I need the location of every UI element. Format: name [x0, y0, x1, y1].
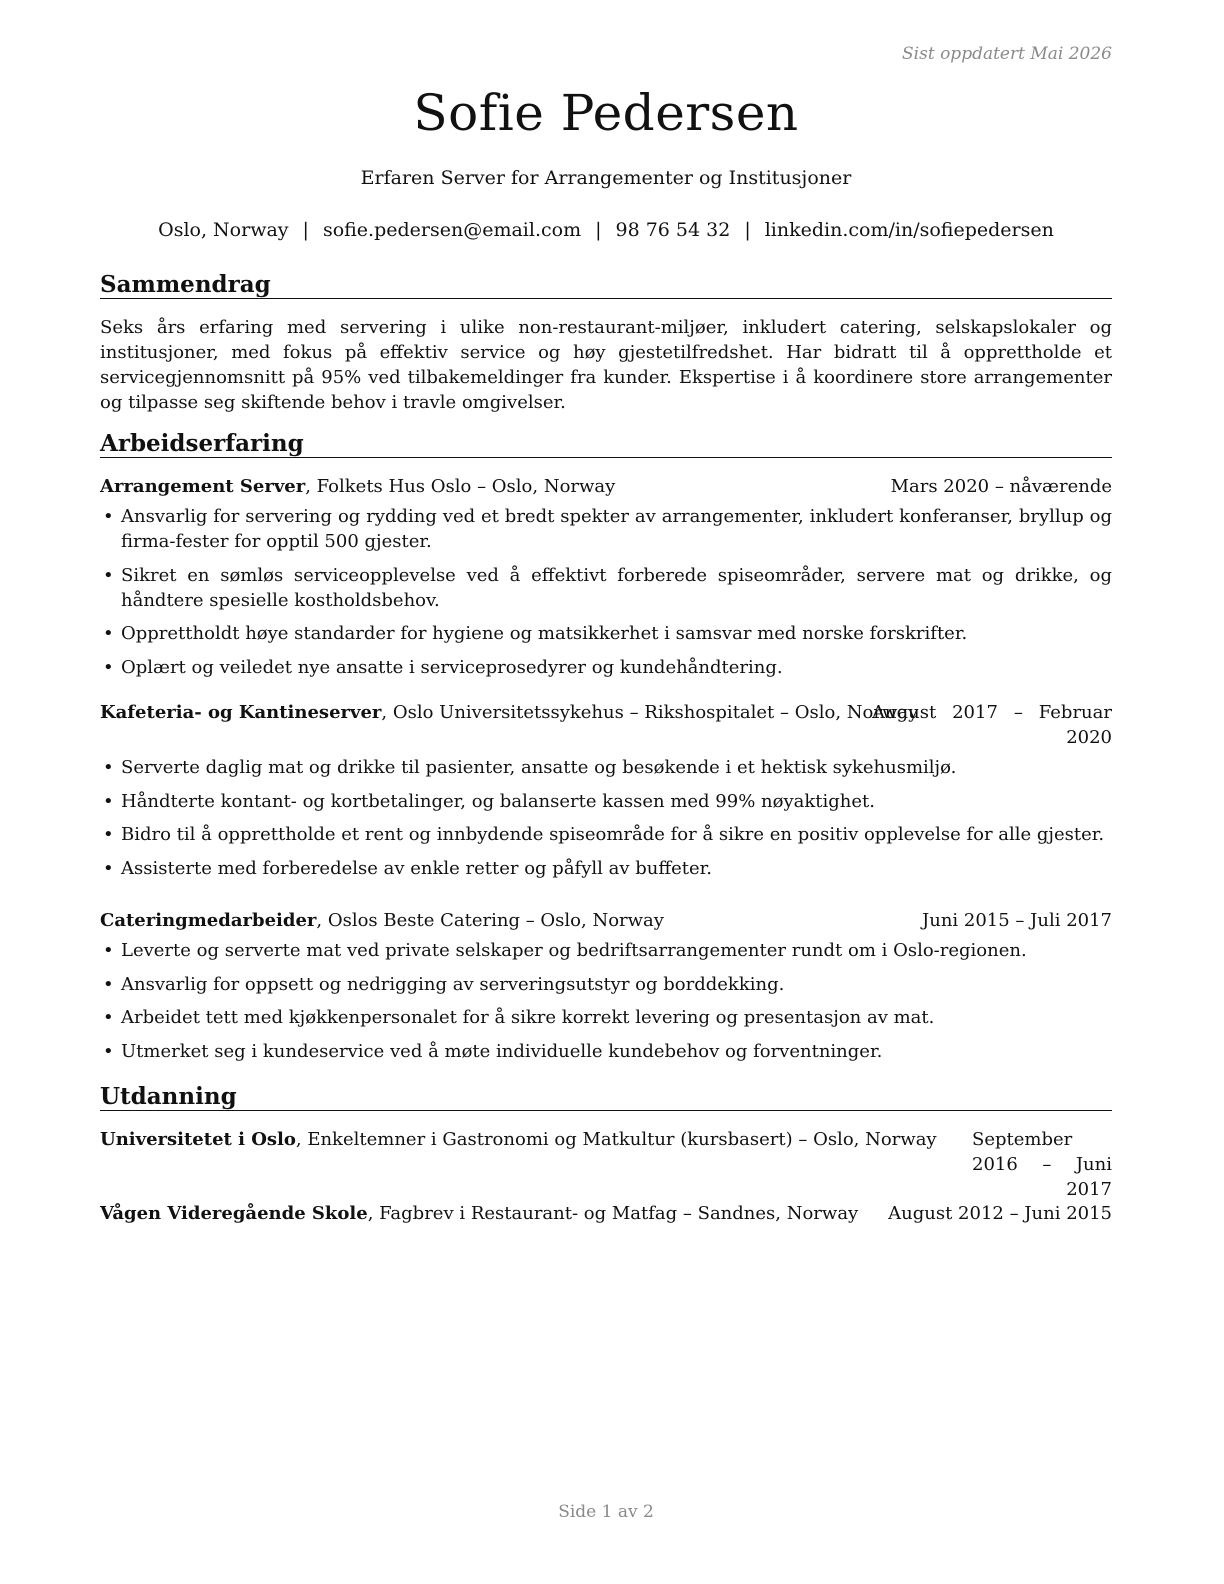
education-detail: , Enkeltemner i Gastronomi og Matkultur (kursbasert) – Oslo, Norway: [295, 1129, 937, 1150]
contact-phone: 98 76 54 32: [615, 219, 731, 241]
job-bullet: • Assisterte med forberedelse av enkle retter og påfyll av buffeter.: [100, 856, 1112, 881]
contact-linkedin[interactable]: linkedin.com/in/sofiepedersen: [764, 219, 1054, 241]
contact-location: Oslo, Norway: [158, 219, 289, 241]
education-dates: August 2012 – Juni 2015: [888, 1203, 1112, 1224]
contact-separator: |: [595, 219, 602, 241]
job-bullet: • Håndterte kontant- og kortbetalinger, og balanserte kassen med 99% nøyaktighet.: [100, 789, 1112, 814]
resume-page: [100, 0, 1112, 1584]
job-org: , Folkets Hus Oslo – Oslo, Norway: [305, 476, 616, 497]
summary-text: Seks års erfaring med servering i ulike non-restaurant-miljøer, inkludert catering, selskapslokaler og institusjoner, med fokus på effektiv service og høy gjestetilfredshet. Har bidratt til å opprettholde et servicegjennomsnitt på 95% ved tilbakemeldinger fra kunder. Ekspertise i å koordinere store arrangementer og tilpasse seg skiftende behov i travle omgivelser.: [100, 317, 1112, 413]
job-dates: Mars 2020 – nåværende: [890, 476, 1112, 497]
candidate-name: Sofie Pedersen: [413, 84, 799, 142]
job-role: Arrangement Server: [100, 476, 306, 497]
job-bullet: • Opprettholdt høye standarder for hygiene og matsikkerhet i samsvar med norske forskrifter.: [100, 621, 1112, 646]
contact-separator: |: [302, 219, 309, 241]
last-updated-note: Sist oppdatert Mai 2026: [902, 44, 1112, 64]
job-bullet: • Ansvarlig for oppsett og nedrigging av serveringsutstyr og borddekking.: [100, 972, 1112, 997]
education-detail: , Fagbrev i Restaurant- og Matfag – Sandnes, Norway: [367, 1203, 859, 1224]
job-bullet: • Ansvarlig for servering og rydding ved et bredt spekter av arrangementer, inkludert konferanser, bryllup og firma-fester for opptil 500 gjester.: [100, 504, 1112, 554]
contact-separator: |: [744, 219, 751, 241]
job-bullets: [100, 504, 1112, 688]
job-bullets: [100, 938, 1112, 1072]
job-bullet: • Utmerket seg i kundeservice ved å møte individuelle kundebehov og forventninger.: [100, 1039, 1112, 1064]
job-bullet: • Oplært og veiledet nye ansatte i serviceprosedyrer og kundehåndtering.: [100, 655, 1112, 680]
job-dates: August 2017 – Februar 2020: [872, 702, 1112, 748]
job-org: , Oslos Beste Catering – Oslo, Norway: [316, 910, 664, 931]
page-number: Side 1 av 2: [558, 1502, 654, 1522]
job-bullet: • Bidro til å opprettholde et rent og innbydende spiseområde for å sikre en positiv opplevelse for alle gjester.: [100, 822, 1112, 847]
candidate-tagline: Erfaren Server for Arrangementer og Institusjoner: [360, 167, 852, 189]
job-role: Kafeteria- og Kantineserver: [100, 702, 382, 723]
education-school: Universitetet i Oslo: [100, 1129, 296, 1150]
job-bullet: • Serverte daglig mat og drikke til pasienter, ansatte og besøkende i et hektisk sykehusmiljø.: [100, 755, 1112, 780]
section-title-summary: Sammendrag: [100, 271, 1112, 299]
education-dates: September 2016 – Juni 2017: [972, 1129, 1112, 1200]
job-bullets: [100, 755, 1112, 889]
contact-line: [100, 219, 1112, 241]
section-title-experience: Arbeidserfaring: [100, 430, 1112, 458]
job-bullet: • Leverte og serverte mat ved private selskaper og bedriftsarrangementer rundt om i Oslo-regionen.: [100, 938, 1112, 963]
job-bullet: • Sikret en sømløs serviceopplevelse ved å effektivt forberede spiseområder, servere mat og drikke, og håndtere spesielle kostholdsbehov.: [100, 563, 1112, 613]
contact-email[interactable]: sofie.pedersen@email.com: [322, 219, 582, 241]
section-title-education: Utdanning: [100, 1083, 1112, 1111]
education-school: Vågen Videregående Skole: [100, 1203, 368, 1224]
job-bullet: • Arbeidet tett med kjøkkenpersonalet for å sikre korrekt levering og presentasjon av mat.: [100, 1005, 1112, 1030]
job-org: , Oslo Universitetssykehus – Rikshospitalet – Oslo, Norway: [381, 702, 919, 723]
job-dates: Juni 2015 – Juli 2017: [922, 910, 1112, 931]
job-role: Cateringmedarbeider: [100, 910, 317, 931]
